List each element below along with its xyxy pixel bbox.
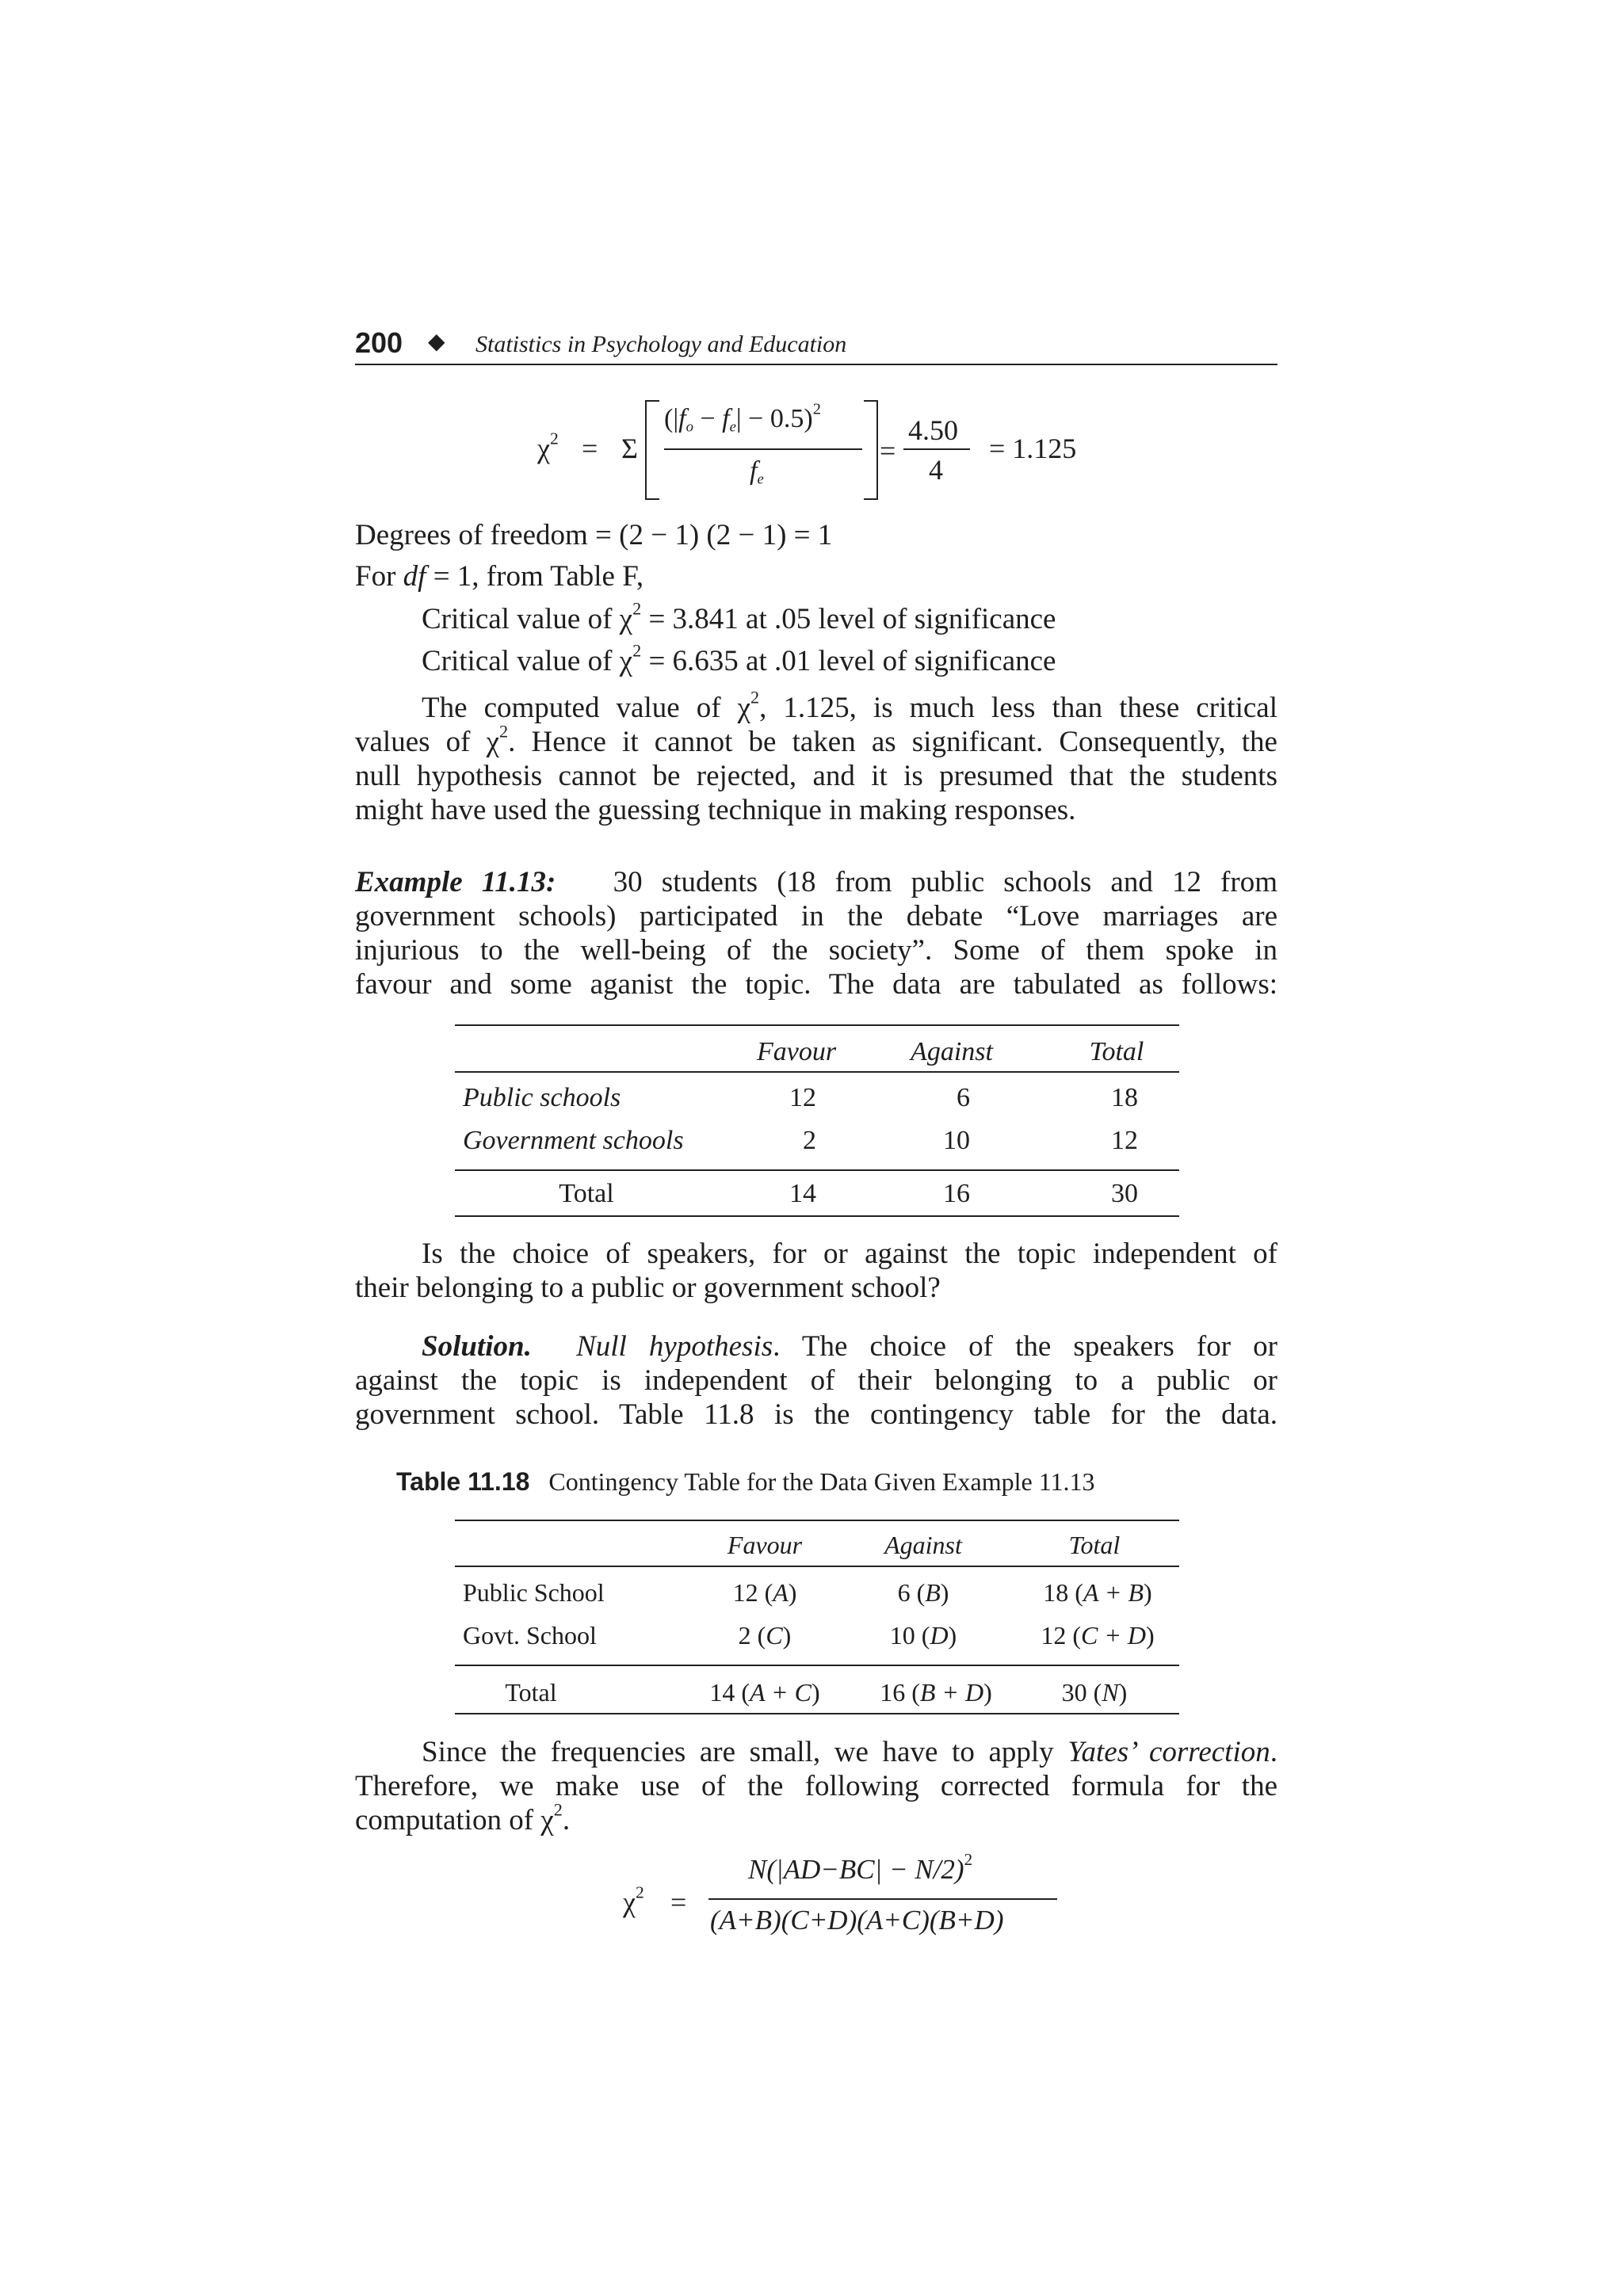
header-total: Total xyxy=(1068,1531,1121,1559)
cell: 12 (A) xyxy=(732,1578,797,1607)
critical-value-01: Critical value of $\chi^2 = 6.635$ at .01 level of significance xyxy=(422,640,1056,677)
row-label: Public School xyxy=(463,1578,605,1607)
eq1-lhs: $\chi^2$ xyxy=(537,429,559,464)
cell: 2 xyxy=(803,1126,816,1155)
df-line: For df = 1, from Table F, xyxy=(355,560,644,593)
solution-line2: against the topic is independent of their belonging to a public or xyxy=(355,1364,1277,1397)
cell: 16 (B + D) xyxy=(880,1678,992,1707)
cell: 18 (A + B) xyxy=(1043,1578,1152,1607)
question-line2: their belonging to a public or government school? xyxy=(355,1272,941,1304)
cell: 12 xyxy=(789,1083,816,1112)
solution-line3: government school. Table 11.8 is the contingency table for the data. xyxy=(355,1398,1277,1431)
page-number: 200 xyxy=(355,326,403,359)
eq1-frac-den: 4 xyxy=(929,454,943,486)
eq1-right-bracket xyxy=(864,400,878,500)
eq2-equals: = xyxy=(670,1886,687,1918)
cell: 6 xyxy=(957,1083,970,1112)
eq2-numerator: $N(|AD-BC| - N/2)^2$ xyxy=(748,1850,973,1885)
para1-line2: values of $\chi^2$. Hence it cannot be taken as significant. Consequently, the xyxy=(355,721,1277,758)
solution-line1: Solution. Null hypothesis. The choice of the speakers for or xyxy=(422,1330,1277,1363)
row-label: Government schools xyxy=(463,1126,684,1155)
row-label: Govt. School xyxy=(463,1621,597,1650)
cell: 12 xyxy=(1111,1126,1138,1155)
row-label: Public schools xyxy=(463,1083,621,1112)
eq1-frac-num: 4.50 xyxy=(908,414,958,446)
eq1-equals-mid: = xyxy=(880,435,896,467)
eq1-left-bracket xyxy=(645,400,659,500)
table-top-rule xyxy=(455,1024,1179,1026)
header-favour: Favour xyxy=(756,1037,837,1066)
header-against: Against xyxy=(884,1531,962,1559)
cell: 30 xyxy=(1111,1179,1138,1208)
example-line2: government schools) participated in the debate “Love marriages are xyxy=(355,900,1277,933)
cell: 12 (C + D) xyxy=(1041,1621,1155,1650)
header-total: Total xyxy=(1089,1037,1144,1066)
cell: 18 xyxy=(1111,1083,1138,1112)
eq1-frac2-bar xyxy=(903,448,970,450)
dof-line: Degrees of freedom = (2 − 1) (2 − 1) = 1 xyxy=(355,519,833,551)
cell: 16 xyxy=(943,1179,970,1208)
critical-value-05: Critical value of $\chi^2 = 3.841$ at .05 level of significance xyxy=(422,598,1056,635)
eq2-lhs: $\chi^2$ xyxy=(623,1882,644,1918)
cell: 10 xyxy=(943,1126,970,1155)
yates-line1: Since the frequencies are small, we have to apply Yates’ correction. xyxy=(422,1736,1277,1768)
diamond-icon: ◆ xyxy=(428,330,445,354)
table-bottom-rule xyxy=(455,1215,1179,1217)
para1-line1: The computed value of $\chi^2$, 1.125, is much less than these critical xyxy=(422,687,1277,724)
header-rule xyxy=(355,364,1277,365)
para1-line4: might have used the guessing technique in making responses. xyxy=(355,794,1076,826)
table-caption: Table 11.18 Contingency Table for the Data Given Example 11.13 xyxy=(396,1467,1095,1496)
question-line1: Is the choice of speakers, for or against the topic independent of xyxy=(422,1238,1277,1270)
header-favour: Favour xyxy=(727,1531,803,1559)
eq1-equals: = xyxy=(582,433,598,464)
eq1-result: = 1.125 xyxy=(989,433,1077,464)
cell: 14 xyxy=(789,1179,816,1208)
cell: 2 (C) xyxy=(738,1621,792,1650)
cell: 6 (B) xyxy=(897,1578,949,1607)
example-line1: Example 11.13: 30 students (18 from public schools and 12 from xyxy=(355,866,1277,898)
cell: 10 (D) xyxy=(889,1621,957,1650)
table-total-rule xyxy=(455,1169,1179,1171)
yates-line2: Therefore, we make use of the following corrected formula for the xyxy=(355,1770,1277,1802)
example-line3: injurious to the well-being of the society”. Some of them spoke in xyxy=(355,934,1277,967)
eq2-fraction-bar xyxy=(708,1898,1057,1900)
table-top-rule xyxy=(455,1520,1179,1521)
eq1-denominator: $f_e$ xyxy=(750,456,764,488)
table-bottom-rule xyxy=(455,1713,1179,1714)
table-header-rule xyxy=(455,1566,1179,1567)
cell: 30 (N) xyxy=(1061,1678,1128,1707)
total-label: Total xyxy=(559,1179,614,1208)
eq1-fraction-bar xyxy=(664,448,862,450)
eq1-sigma: Σ xyxy=(621,433,638,464)
cell: 14 (A + C) xyxy=(709,1678,820,1707)
table-header-rule xyxy=(455,1071,1179,1073)
para1-line3: null hypothesis cannot be rejected, and it is presumed that the students xyxy=(355,760,1277,792)
eq1-numerator: $(|f_o - f_e| - 0.5)^2$ xyxy=(664,400,821,436)
yates-line3: computation of $\chi^2$. xyxy=(355,1799,571,1836)
header-against: Against xyxy=(911,1037,993,1066)
running-title: Statistics in Psychology and Education xyxy=(475,331,847,357)
eq2-denominator: (A+B)(C+D)(A+C)(B+D) xyxy=(710,1905,1004,1936)
total-label: Total xyxy=(505,1678,557,1707)
table-total-rule xyxy=(455,1665,1179,1666)
example-line4: favour and some aganist the topic. The data are tabulated as follows: xyxy=(355,968,1277,1001)
